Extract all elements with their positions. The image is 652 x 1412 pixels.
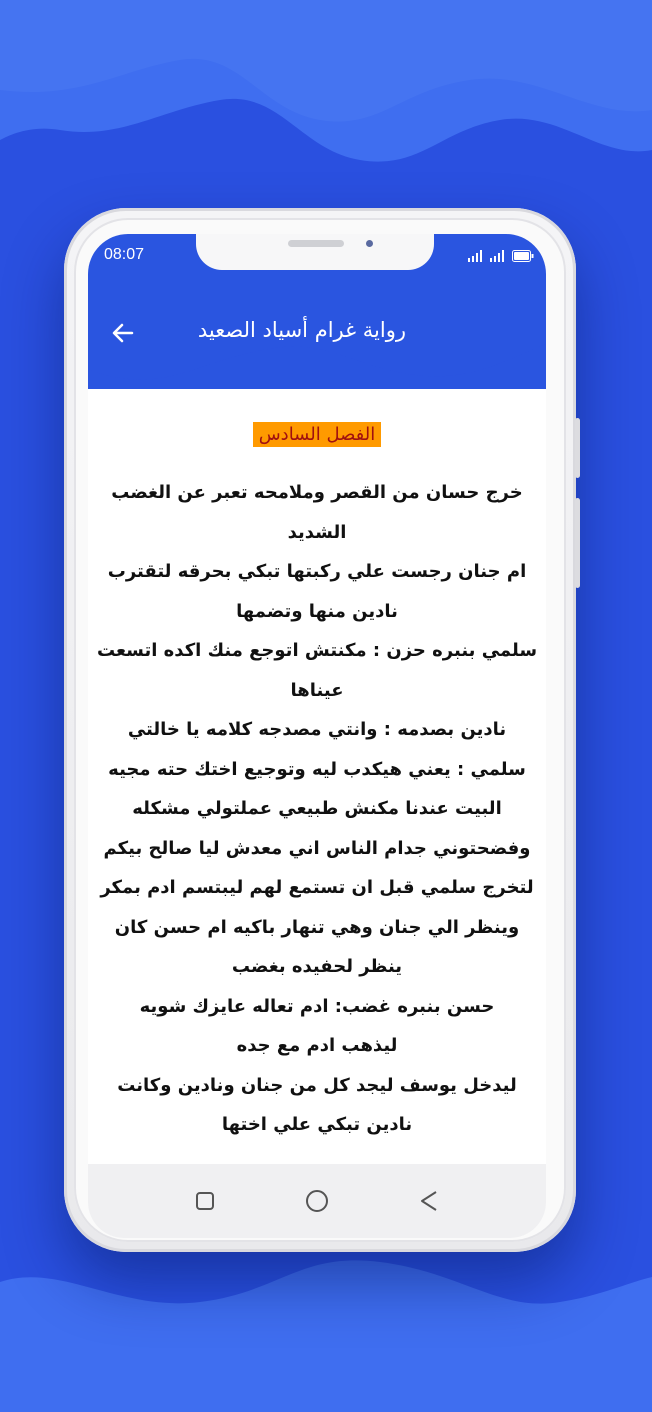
power-button: [575, 498, 580, 588]
status-time: 08:07: [104, 246, 145, 263]
page-title: رواية غرام أسياد الصعيد: [197, 318, 406, 342]
bottom-wave-decoration: [0, 1252, 652, 1412]
triangle-back-icon: [419, 1190, 439, 1212]
paragraph: سلمي : يعني هيكدب ليه وتوجيع اختك حته مجيه البيت عندنا مكنش طبيعي عملتولي مشكله وفضحتوني جدام الناس اني معدش ليا صالح بيكم: [103, 758, 531, 859]
square-recents-icon: [195, 1191, 215, 1211]
arrow-back-icon: [112, 322, 134, 344]
speaker-grille: [288, 240, 344, 247]
phone-frame: [64, 208, 576, 1252]
paragraph: سلمي بنبره حزن : مكنتش اتوجع منك اكده اتسعت عيناها: [96, 640, 538, 701]
recents-button[interactable]: [190, 1186, 220, 1216]
screen-notch: [196, 234, 434, 270]
paragraph: ليدخل يوسف ليجد كل من جنان ونادين وكانت نادين تبكي علي اختها: [117, 1074, 517, 1135]
paragraph: خرج حسان من القصر وملامحه تعبر عن الغضب الشديد: [111, 482, 523, 543]
volume-button: [575, 418, 580, 478]
paragraph: ليذهب ادم مع جده: [236, 1035, 398, 1056]
home-button[interactable]: [302, 1186, 332, 1216]
paragraph: حسن بنبره غضب: ادم تعاله عايزك شويه: [139, 995, 495, 1017]
chapter-content[interactable]: [88, 400, 546, 1164]
app-bar-wave: [88, 334, 546, 394]
front-camera: [366, 240, 373, 247]
signal-icon: [468, 250, 484, 262]
top-wave-decoration: [0, 0, 652, 180]
back-button[interactable]: [106, 316, 140, 350]
chapter-body: [88, 473, 546, 1145]
battery-icon: [512, 250, 534, 262]
paragraph: لتخرج سلمي قبل ان تستمع لهم ليبتسم ادم بمكر وينظر الي جنان وهي تنهار باكيه ام حسن كان ينظر لحفيده بغضب: [100, 877, 534, 977]
paragraph: ام جنان رجست علي ركبتها تبكي بحرقه لتقترب نادين منها وتضمها: [107, 561, 527, 622]
nav-back-button[interactable]: [414, 1186, 444, 1216]
app-bar: [88, 234, 546, 389]
status-icons: [468, 248, 534, 262]
signal-icon-2: [490, 250, 506, 262]
phone-screen: [88, 234, 546, 1238]
circle-home-icon: [305, 1189, 329, 1213]
chapter-title: الفصل السادس: [253, 422, 382, 447]
paragraph: نادين بصدمه : وانتي مصدجه كلامه يا خالتي: [127, 719, 507, 740]
system-nav-bar: [88, 1164, 546, 1238]
